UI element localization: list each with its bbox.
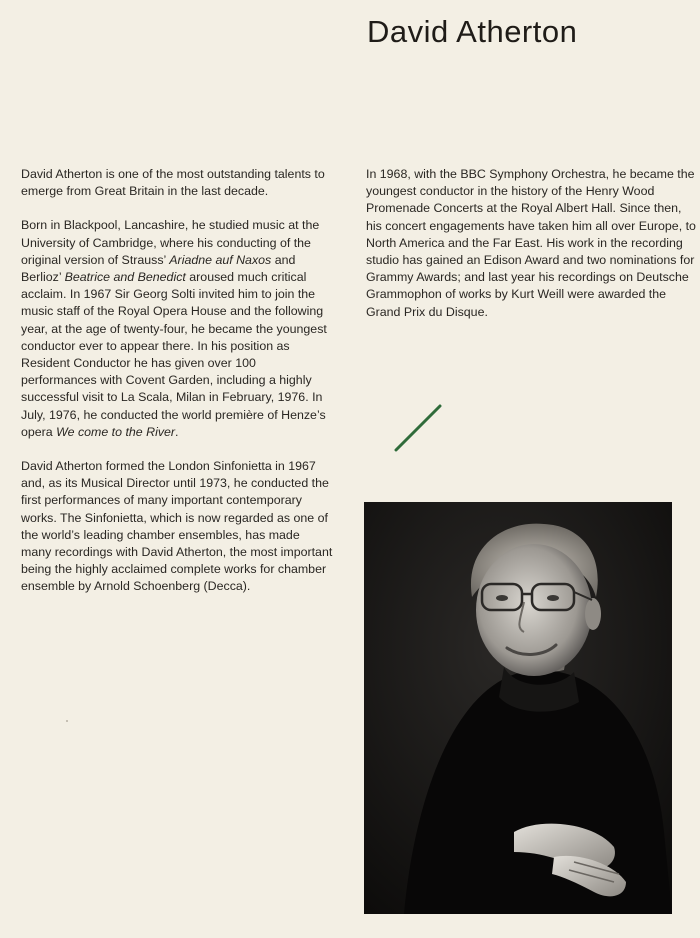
- portrait-illustration: [364, 502, 672, 914]
- text-run: Born in Blackpool, Lancashire, he studied music at the University of Cambridge, where his conducting of the original version of Strauss’: [21, 218, 320, 267]
- opera-title-beatrice: Beatrice and Benedict: [64, 270, 186, 285]
- text-run: .: [175, 424, 179, 439]
- print-speck: [66, 720, 68, 722]
- opera-title-ariadne: Ariadne auf Naxos: [169, 252, 272, 267]
- biography-left-column: [21, 166, 333, 613]
- early-career-paragraph: [21, 217, 333, 441]
- proms-paragraph: In 1968, with the BBC Symphony Orchestra, he became the youngest conductor in the history of the Henry Wood Promenade Concerts at the Royal Albert Hall. Since then, his concert engagements have taken him all over Europe, to North America and the Far East. His work in the recording studio has gained an Edison Award and two nominations for Grammy Awards; and last year his recordings on Deutsche Grammophon of works by Kurt Weill were awarded the Grand Prix du Disque.: [366, 167, 696, 319]
- text-run: and Berlioz’: [21, 252, 296, 285]
- page-title: David Atherton: [367, 14, 578, 49]
- green-slash-icon: [394, 404, 442, 452]
- biography-right-column: [366, 166, 696, 338]
- text-run: aroused much critical acclaim. In 1967 Sir Georg Solti invited him to join the music staff of the Royal Opera House and the following year, at the age of twenty-four, he became the youngest conductor ever to appear there. In his position as Resident Conductor he has given over 100 performances with Covent Garden, including a highly successful visit to La Scala, Milan in February, 1976. In July, 1976, he conducted the world première of Henze’s opera: [21, 270, 327, 439]
- portrait-photo: [364, 502, 672, 914]
- sinfonietta-paragraph: David Atherton formed the London Sinfonietta in 1967 and, as its Musical Director until 1973, he conducted the first performances of many important contemporary works. The Sinfonietta, which is now regarded as one of the world’s leading chamber ensembles, has made many recordings with David Atherton, the most important being the highly acclaimed complete works for chamber ensemble by Arnold Schoenberg (Decca).: [21, 459, 333, 594]
- intro-paragraph: David Atherton is one of the most outstanding talents to emerge from Great Britain in the last decade.: [21, 167, 325, 199]
- opera-title-river: We come to the River: [56, 424, 176, 439]
